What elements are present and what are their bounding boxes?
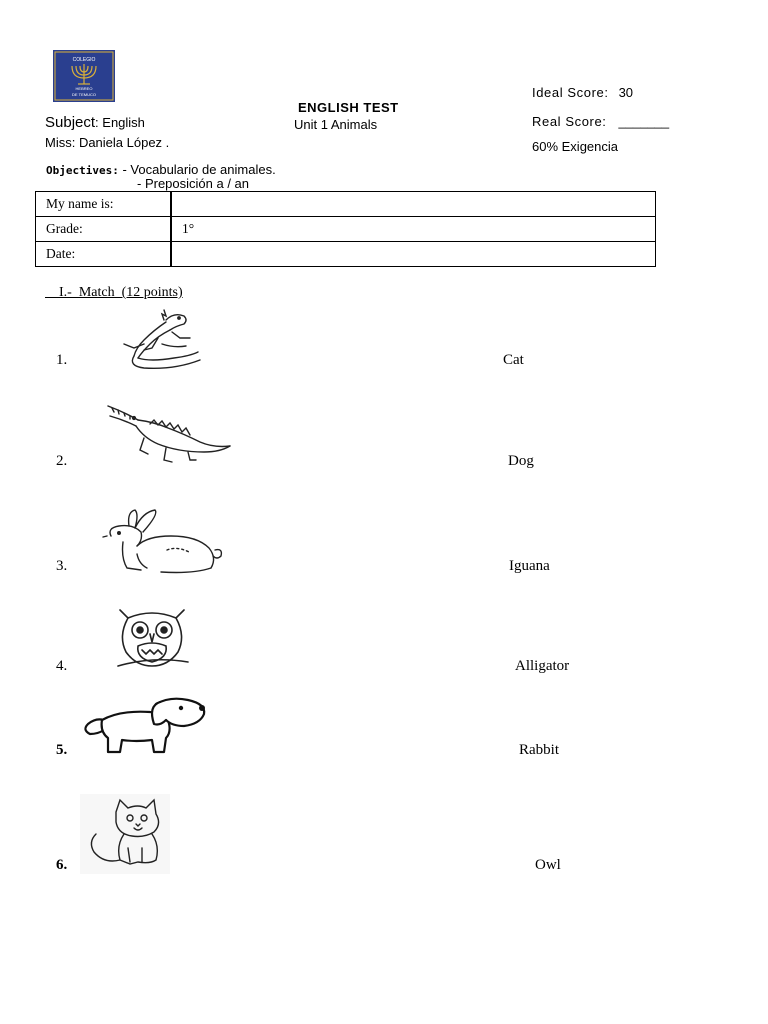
item-number: 4. bbox=[56, 658, 68, 674]
cat-drawing bbox=[80, 794, 170, 879]
iguana-icon bbox=[114, 308, 204, 374]
table-row bbox=[36, 217, 656, 242]
exigencia-label: 60% Exigencia bbox=[532, 139, 618, 154]
table-row bbox=[36, 192, 656, 217]
ideal-score-label: Ideal Score: bbox=[532, 85, 609, 100]
grade-field[interactable]: 1° bbox=[171, 217, 656, 242]
real-score-label: Real Score: bbox=[532, 114, 607, 129]
owl-drawing bbox=[114, 606, 192, 677]
item-number: 5. bbox=[56, 742, 68, 758]
match-word: Iguana bbox=[509, 558, 550, 574]
table-row bbox=[36, 242, 656, 267]
match-word: Owl bbox=[535, 857, 561, 873]
match-word: Cat bbox=[503, 352, 524, 368]
item-number: 1. bbox=[56, 352, 68, 368]
alligator-icon bbox=[104, 402, 234, 466]
test-title: ENGLISH TEST bbox=[298, 100, 399, 115]
ideal-score bbox=[532, 85, 633, 100]
date-label: Date: bbox=[36, 242, 172, 267]
rabbit-drawing bbox=[97, 506, 225, 581]
owl-icon bbox=[114, 606, 192, 672]
school-logo bbox=[53, 50, 115, 102]
dog-drawing bbox=[80, 694, 210, 761]
real-score-blank[interactable]: _______ bbox=[618, 114, 670, 129]
cat-icon bbox=[80, 794, 170, 874]
teacher-name: Miss: Daniela López . bbox=[45, 135, 170, 150]
match-word: Rabbit bbox=[519, 742, 559, 758]
svg-text:COLEGIO: COLEGIO bbox=[72, 57, 96, 63]
student-info-table bbox=[35, 191, 656, 267]
iguana-drawing bbox=[114, 308, 204, 379]
date-field[interactable] bbox=[171, 242, 656, 267]
menorah-icon bbox=[53, 50, 115, 102]
subject-label: Subject bbox=[45, 114, 96, 131]
dog-icon bbox=[80, 694, 210, 756]
item-number: 3. bbox=[56, 558, 68, 574]
name-label: My name is: bbox=[36, 192, 172, 217]
item-number: 2. bbox=[56, 453, 68, 469]
real-score bbox=[532, 114, 669, 129]
unit-label: Unit 1 Animals bbox=[294, 117, 378, 132]
svg-text:HEBREO: HEBREO bbox=[75, 86, 93, 91]
subject-line bbox=[45, 114, 145, 131]
objective-1: - Vocabulario de animales. bbox=[122, 162, 276, 177]
objectives-line-1 bbox=[46, 162, 276, 177]
objective-2: - Preposición a / an bbox=[137, 176, 250, 191]
objectives-label: Objectives: bbox=[46, 164, 119, 177]
match-word: Alligator bbox=[515, 658, 570, 674]
item-number: 6. bbox=[56, 857, 68, 873]
name-field[interactable] bbox=[171, 192, 656, 217]
rabbit-icon bbox=[97, 506, 225, 576]
alligator-drawing bbox=[104, 402, 234, 471]
subject-value: : English bbox=[95, 115, 145, 130]
ideal-score-value: 30 bbox=[618, 85, 634, 100]
svg-text:DE TEMUCO: DE TEMUCO bbox=[72, 92, 96, 97]
section-title: I.- Match (12 points) bbox=[45, 285, 183, 300]
grade-label: Grade: bbox=[36, 217, 172, 242]
match-word: Dog bbox=[508, 453, 534, 469]
